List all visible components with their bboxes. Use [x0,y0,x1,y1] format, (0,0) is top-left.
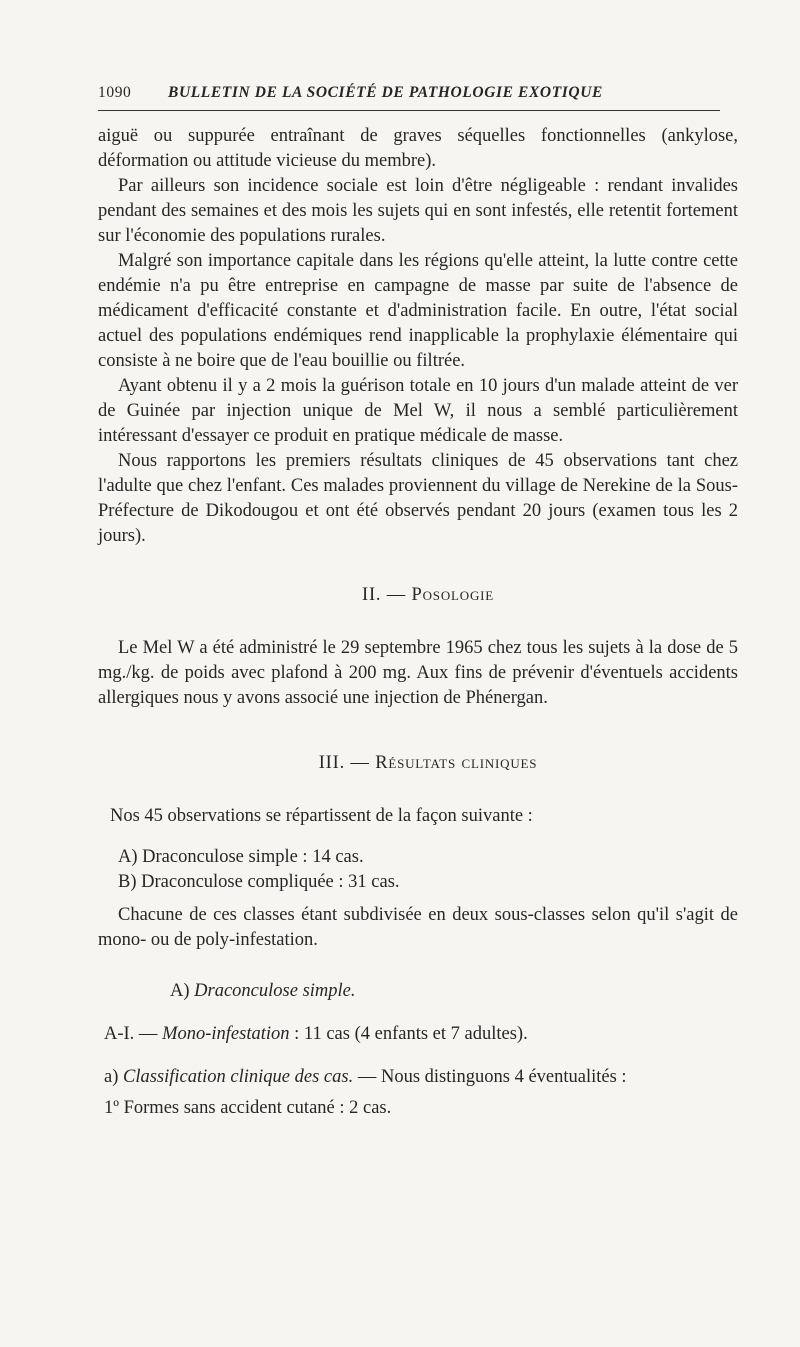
header-rule [98,110,720,111]
subsection-title: Draconculose simple. [194,981,356,1001]
subsection-prefix: a) [104,1067,119,1087]
subsection-title: Classification clinique des cas. [123,1067,354,1087]
subsection-heading [104,1022,738,1047]
paragraph: Chacune de ces classes étant subdivisée en deux sous-classes selon qu'il s'agit de mono- ou de poly-infestation. [98,905,738,950]
subsection-text: : 11 cas (4 enfants et 7 adultes). [289,1024,528,1044]
section-heading-resultats [118,751,738,776]
section-title: Résultats cliniques [375,753,538,773]
paragraph: Ayant obtenu il y a 2 mois la guérison totale en 10 jours d'un malade atteint de ver de Guinée par injection unique de Mel W, il nous a semblé particulièrement intéressant d'essayer ce produit en pratique médicale de masse. [98,376,738,446]
section-title: Posologie [411,585,494,605]
paragraph: Malgré son importance capitale dans les régions qu'elle atteint, la lutte contre cette endémie n'a pu être entreprise en campagne de masse par suite de l'absence de médicament d'efficacité constante et d'administration facile. En outre, l'état social actuel des populations endémiques rend inapplicable la prophylaxie élémentaire qui consiste à ne boire que de l'eau bouillie ou filtrée. [98,251,738,371]
subsection-title: Mono-infestation [162,1024,290,1044]
subsection-prefix: A) [170,981,190,1001]
subsection-text: — Nous distinguons 4 éventualités : [353,1067,627,1087]
paragraph: Nos 45 observations se répartissent de la façon suivante : [110,806,533,826]
subsection-heading [104,1065,738,1090]
article-body [98,124,738,1121]
page-number: 1090 [98,84,132,101]
list-item: B) Draconculose compliquée : 31 cas. [118,872,400,892]
section-number: II. — [362,585,407,605]
paragraph: Par ailleurs son incidence sociale est loin d'être négligeable : rendant invalides pendant des semaines et des mois les sujets qui en sont infestés, elle retentit fortement sur l'économie des populations rurales. [98,176,738,246]
running-header [98,84,720,102]
subsection-heading [170,979,738,1004]
subsection-prefix: A-I. — [104,1024,158,1044]
section-number: III. — [318,753,370,773]
paragraph: Nous rapportons les premiers résultats cliniques de 45 observations tant chez l'adulte que chez l'enfant. Ces malades proviennent du village de Nerekine de la Sous-Préfecture de Dikodougou et ont été observés pendant 20 jours (examen tous les 2 jours). [98,451,738,546]
paragraph: aiguë ou suppurée entraînant de graves séquelles fonctionnelles (ankylose, déformation ou attitude vicieuse du membre). [98,126,738,171]
paragraph: Le Mel W a été administré le 29 septembre 1965 chez tous les sujets à la dose de 5 mg./kg. de poids avec plafond à 200 mg. Aux fins de prévenir d'éventuels accidents allergiques nous y avons associé une injection de Phénergan. [98,638,738,708]
section-heading-posologie [118,583,738,608]
running-title: BULLETIN DE LA SOCIÉTÉ DE PATHOLOGIE EXOTIQUE [168,84,603,101]
list-item: A) Draconculose simple : 14 cas. [118,847,364,867]
list-item: 1º Formes sans accident cutané : 2 cas. [104,1098,392,1118]
